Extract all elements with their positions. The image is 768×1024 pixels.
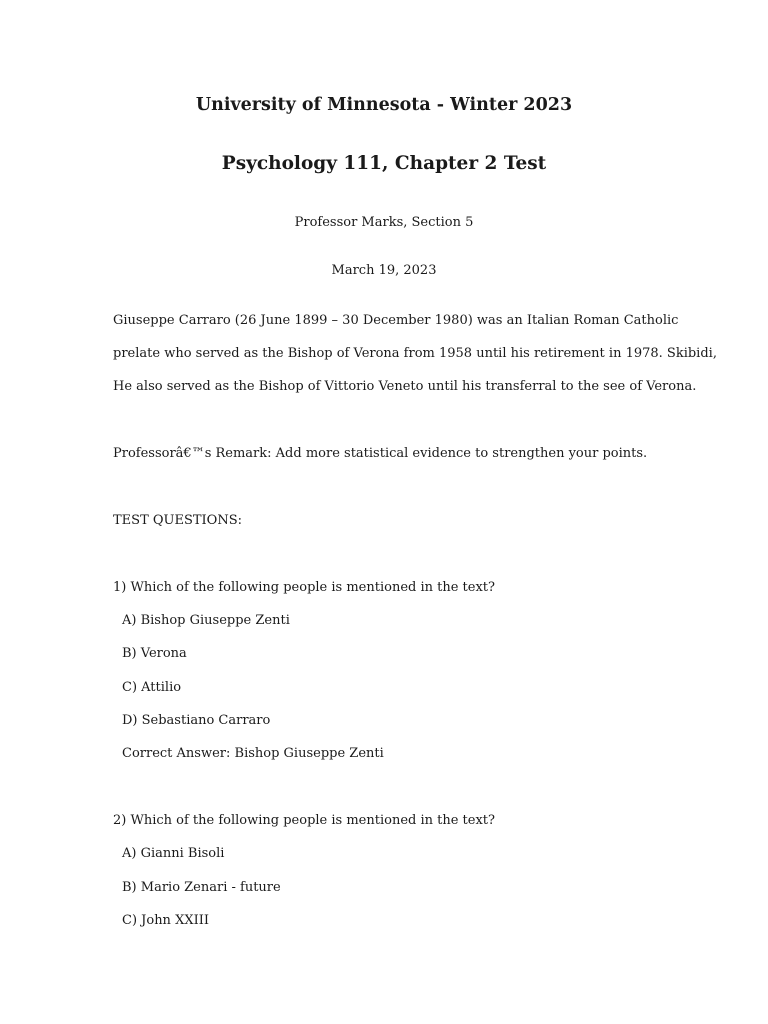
passage-line-1: Giuseppe Carraro (26 June 1899 – 30 December 1980) was an Italian Roman Catholic bbox=[113, 313, 679, 328]
date-line: March 19, 2023 bbox=[331, 263, 437, 278]
question-2-prompt: 2) Which of the following people is mentioned in the text? bbox=[113, 813, 495, 828]
question-2-option-c: C) John XXIII bbox=[122, 913, 209, 928]
questions-heading: TEST QUESTIONS: bbox=[113, 513, 243, 528]
professor-remark: Professorâ€™s Remark: Add more statistical evidence to strengthen your points. bbox=[113, 446, 648, 461]
passage-line-2: prelate who served as the Bishop of Verona from 1958 until his retirement in 1978. Skibidi, bbox=[113, 346, 717, 361]
university-heading: University of Minnesota - Winter 2023 bbox=[195, 95, 573, 115]
question-2-option-a: A) Gianni Bisoli bbox=[122, 846, 225, 861]
question-2-option-b: B) Mario Zenari - future bbox=[122, 880, 281, 895]
question-1-correct-answer: Correct Answer: Bishop Giuseppe Zenti bbox=[122, 746, 384, 761]
question-1-option-c: C) Attilio bbox=[122, 680, 182, 695]
question-1-option-a: A) Bishop Giuseppe Zenti bbox=[122, 613, 290, 628]
course-title: Psychology 111, Chapter 2 Test bbox=[221, 153, 547, 174]
question-1-option-b: B) Verona bbox=[122, 646, 187, 661]
passage-line-3: He also served as the Bishop of Vittorio Veneto until his transferral to the see of Verona. bbox=[113, 379, 697, 394]
professor-line: Professor Marks, Section 5 bbox=[294, 215, 474, 230]
question-1-prompt: 1) Which of the following people is mentioned in the text? bbox=[113, 580, 495, 595]
question-1-option-d: D) Sebastiano Carraro bbox=[122, 713, 271, 728]
